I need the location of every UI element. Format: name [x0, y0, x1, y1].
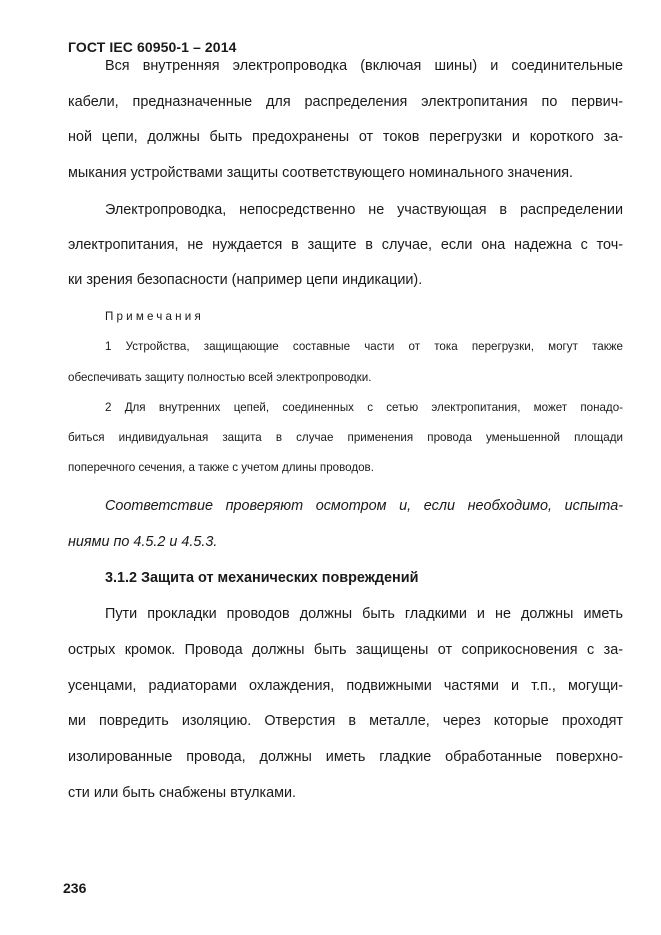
- compliance-line: ниями по 4.5.2 и 4.5.3.: [68, 534, 218, 550]
- note-line: обеспечивать защиту полностью всей электропроводки.: [68, 371, 372, 384]
- note-line: биться индивидуальная защита в случае применения провода уменьшенной площади: [68, 431, 623, 444]
- note-line: 2 Для внутренних цепей, соединенных с сетью электропитания, может понадо-: [105, 401, 623, 414]
- section-heading: 3.1.2 Защита от механических повреждений: [105, 570, 419, 586]
- note-line: поперечного сечения, а также с учетом длины проводов.: [68, 461, 374, 474]
- paragraph-line: острых кромок. Провода должны быть защищены от соприкосновения с за-: [68, 642, 623, 658]
- paragraph-line: мыкания устройствами защиты соответствующего номинального значения.: [68, 165, 574, 181]
- paragraph-line: ми повредить изоляцию. Отверстия в металле, через которые проходят: [68, 713, 623, 729]
- paragraph-line: изолированные провода, должны иметь гладкие обработанные поверхно-: [68, 749, 623, 765]
- document-header: ГОСТ IEC 60950-1 – 2014: [68, 39, 237, 55]
- paragraph-line: сти или быть снабжены втулками.: [68, 785, 297, 801]
- paragraph-line: ной цепи, должны быть предохранены от токов перегрузки и короткого за-: [68, 129, 623, 145]
- page-number: 236: [63, 880, 87, 896]
- paragraph-line: Электропроводка, непосредственно не участвующая в распределении: [105, 202, 623, 218]
- notes-heading: Примечания: [105, 310, 204, 323]
- paragraph-line: Пути прокладки проводов должны быть гладкими и не должны иметь: [105, 606, 623, 622]
- compliance-line: Соответствие проверяют осмотром и, если необходимо, испыта-: [105, 498, 623, 514]
- paragraph-line: кабели, предназначенные для распределения электропитания по первич-: [68, 94, 623, 110]
- paragraph-line: электропитания, не нуждается в защите в случае, если она надежна с точ-: [68, 237, 623, 253]
- paragraph-line: ки зрения безопасности (например цепи индикации).: [68, 272, 423, 288]
- paragraph-line: усенцами, радиаторами охлаждения, подвижными частями и т.п., могущи-: [68, 678, 623, 694]
- paragraph-line: Вся внутренняя электропроводка (включая шины) и соединительные: [105, 58, 623, 74]
- note-line: 1 Устройства, защищающие составные части от тока перегрузки, могут также: [105, 340, 623, 353]
